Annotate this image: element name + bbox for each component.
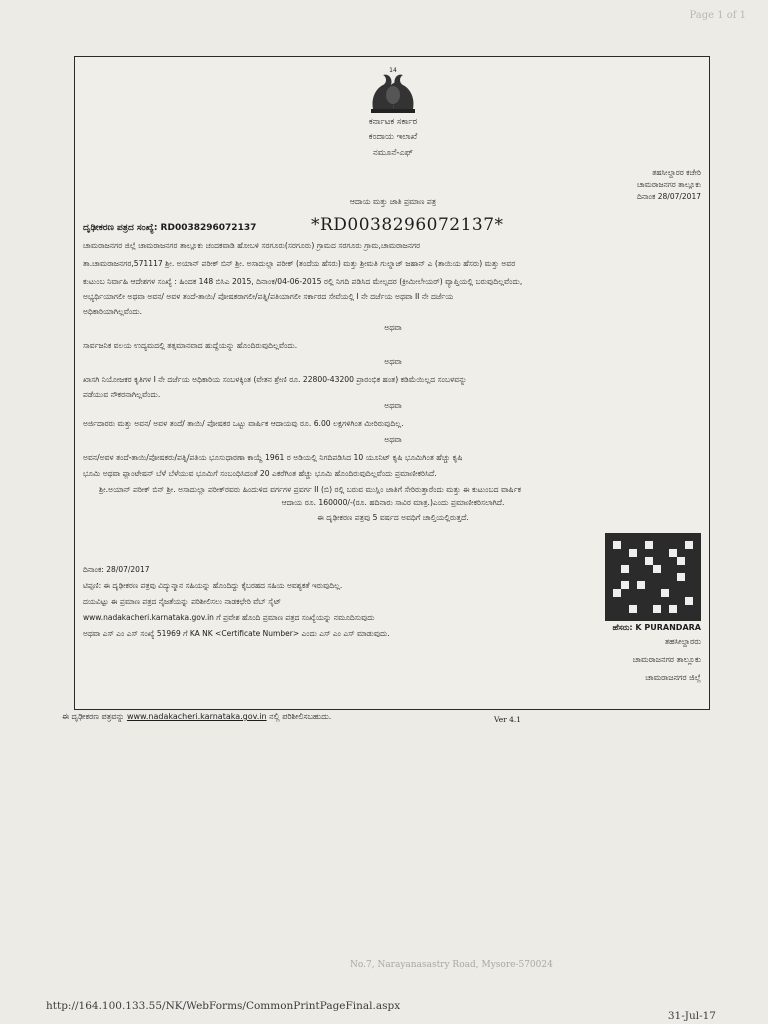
note-line2: ದಯವಿಟ್ಟು ಈ ಪ್ರಮಾಣ ಪತ್ರದ ನೈಜತೆಯನ್ನು ಪರಿಶೀಲಿಸಲು ನಾಡಕಛೇರಿ ವೆಬ್ ಸೈಟ್ [83, 597, 282, 606]
signatory-district: ಚಾಮರಾಜನಗರ ಜಿಲ್ಲೆ [645, 673, 701, 682]
office-date: ದಿನಾಂಕ 28/07/2017 [637, 192, 701, 201]
body-p1-line2: ತಾ.ಚಾಮರಾಜನಗರ,571117 ಶ್ರೀ. ಅಯಾನ್ ಪರೀಕ್ ಬಿನ್ ಶ್ರೀ. ಅಸಾದುಲ್ಲಾ ಪರೀಕ್ (ತಂದೆಯ ಹೆಸರು) ಮತ್ತು ಶ್ರೀಮತಿ ಗುಲ್ನಾಜ್ ಜಹಾನ್ ಎ (ತಾಯಿಯ ಹೆಸರು) ಮತ್ತು ಅವರ [83, 259, 516, 268]
footer-text-pre: ಈ ದೃಢೀಕರಣ ಪತ್ರವನ್ನು [62, 712, 125, 721]
body-p2: ಸಾರ್ವಜನಿಕ ವಲಯ ಉದ್ಯಮದಲ್ಲಿ ತತ್ಸಮಾನವಾದ ಹುದ್ದೆಯನ್ನು ಹೊಂದಿರುವುದಿಲ್ಲವೆಂದು. [83, 341, 298, 350]
body-p1-line1: ಚಾಮರಾಜನಗರ ಜಿಲ್ಲೆ ಚಾಮರಾಜನಗರ ತಾಲ್ಲೂಕು ಚಂದಕವಾಡಿ ಹೋಬಳಿ ಸರಗೂರು(ಸರಗೂರು) ಗ್ರಾಮದ ಸರಗೂರು ಗ್ರಾಮ,ಚಾಮರಾಜನಗರ [83, 241, 421, 250]
body-p5-line2: ಭೂಮಿ ಅಥವಾ ಪ್ಲಾಂಟೇಷನ್ ಬೆಳೆ ಬೆಳೆಯುವ ಭೂಮಿಗೆ ಸಂಬಂಧಿಸಿದಂತೆ 20 ಎಕರೆಗಿಂತ ಹೆಚ್ಚು ಭೂಮಿ ಹೊಂದಿರುವುದಿಲ್ಲವೆಂದು ಪ್ರಮಾಣೀಕರಿಸಿದೆ. [83, 469, 437, 478]
office-line2: ಚಾಮರಾಜನಗರ ತಾಲ್ಲೂಕು [636, 180, 701, 189]
certificate-number-label: ದೃಢೀಕರಣ ಪತ್ರದ ಸಂಖ್ಯೆ: RD0038296072137 [83, 223, 257, 233]
certificate-number-big: *RD0038296072137* [311, 215, 504, 235]
signatory-taluk: ಚಾಮರಾಜನಗರ ತಾಲ್ಲೂಕು [632, 655, 701, 664]
body-p1-line4: ಅಭ್ಯರ್ಥಿಯಾಗಲೀ ಅಥವಾ ಅವನ/ ಅವಳ ತಂದೆ-ತಾಯಿ/ ಪೋಷಕರಾಗಲೀ/ಪತ್ನಿ/ಪತಿಯಾಗಲೀ ಸರ್ಕಾರದ ಸೇವೆಯಲ್ಲಿ I ನೇ ದರ್ಜೆಯ ಅಥವಾ II ನೇ ದರ್ಜೆಯ [83, 292, 454, 301]
qr-code-icon [605, 533, 701, 621]
issue-date: ದಿನಾಂಕ: 28/07/2017 [83, 565, 150, 574]
body-p3-line2: ಪಡೆಯುವ ನೌಕರನಾಗಿಲ್ಲವೆಂದು. [83, 390, 161, 399]
govt-title: ಕರ್ನಾಟಕ ಸರ್ಕಾರ [368, 117, 418, 127]
body-p3-line1: ಖಾಸಗಿ ನಿಯೋಜಕರ ಕೃತಿಗಳ I ನೇ ದರ್ಜೆಯ ಅಧಿಕಾರಿಯ ಸಂಬಳಕ್ಕಿಂತ (ವೇತನ ಶ್ರೇಣಿ ರೂ. 22800-43200 ಪ್ರಾರಂಭಿಕ ಹಂತ) ಕಡಿಮೆಯಿಲ್ಲದ ಸಂಬಳವನ್ನು [83, 375, 467, 384]
print-date: 31-Jul-17 [667, 1010, 716, 1022]
certificate-frame [74, 56, 710, 710]
print-url: http://164.100.133.55/NK/WebForms/CommonPrintPageFinal.aspx [46, 1000, 401, 1012]
note-line4: ಅಥವಾ ಎಸ್ ಎಂ ಎಸ್ ಸಂಖ್ಯೆ 51969 ಗೆ KA NK <Certificate Number> ಎಂದು ಎಸ್ ಎಂ ಎಸ್ ಮಾಡುವುದು. [83, 629, 390, 638]
body-p1-line5: ಅಧಿಕಾರಿಯಾಗಿಲ್ಲವೆಂದು. [83, 307, 143, 316]
office-line1: ತಹಸೀಲ್ದಾರರ ಕಚೇರಿ [652, 168, 701, 177]
body-p5-line1: ಅವನ/ಅವಳ ತಂದೆ-ತಾಯಿ/ಪೋಷಕರು/ಪತ್ನಿ/ಪತಿಯ ಭೂಸುಧಾರಣಾ ಕಾಯ್ದೆ 1961 ರ ಅಡಿಯಲ್ಲಿ ನಿಗದಿಪಡಿಸಿದ 10 ಯೂನಿಟ್ ಕೃಷಿ ಭೂಮಿಗಿಂತ ಹೆಚ್ಚು ಕೃಷಿ [83, 453, 463, 462]
certificate-title: ಆದಾಯ ಮತ್ತು ಜಾತಿ ಪ್ರಮಾಣ ಪತ್ರ [349, 197, 437, 206]
dept-title: ಕಂದಾಯ ಇಲಾಖೆ [368, 132, 418, 142]
note-line3: www.nadakacheri.karnataka.gov.in ಗೆ ಪ್ರವೇಶ ಹೊಂದಿ ಪ್ರಮಾಣ ಪತ್ರದ ಸಂಖ್ಯೆಯನ್ನು ನಮೂದಿಸುವುದು [83, 613, 375, 622]
state-emblem-icon [365, 65, 421, 115]
or-divider: ಅಥವಾ [384, 401, 402, 410]
form-title: ನಮೂನೆ-ಎಫ್ [372, 148, 414, 158]
stamp-address: No.7, Narayanasastry Road, Mysore-570024 [350, 960, 553, 970]
verification-footer [62, 712, 331, 722]
note-line1: ಟಿಪ್ಪಣಿ: ಈ ದೃಢೀಕರಣ ಪತ್ರವು ವಿದ್ಯುನ್ಮಾನ ಸಹಿಯನ್ನು ಹೊಂದಿದ್ದು ಕೈಬರಹದ ಸಹಿಯ ಅವಶ್ಯಕತೆ ಇರುವುದಿಲ್ಲ. [83, 581, 343, 590]
body-p6-line1: ಶ್ರೀ.ಅಯಾನ್ ಪರೀಕ್ ಬಿನ್ ಶ್ರೀ. ಅಸಾದುಲ್ಲಾ ಪರೀಕ್‌ರವರು ಹಿಂದುಳಿದ ವರ್ಗಗಳ ಪ್ರವರ್ಗ II (ಬಿ) ರಲ್ಲಿ ಬರುವ ಮುಸ್ಲಿಂ ಜಾತಿಗೆ ಸೇರಿರುತ್ತಾರೆಂದು ಮತ್ತು ಈ ಕುಟುಂಬದ ವಾರ್ಷಿಕ [99, 485, 522, 494]
body-p6-line3: ಈ ದೃಢೀಕರಣ ಪತ್ರವು 5 ವರ್ಷದ ಅವಧಿಗೆ ಚಾಲ್ತಿಯಲ್ಲಿರುತ್ತದೆ. [317, 513, 469, 522]
body-p4: ಅರ್ಜಿದಾರರು ಮತ್ತು ಅವನ/ ಅವಳ ತಂದೆ/ ತಾಯಿ/ ಪೋಷಕರ ಒಟ್ಟು ವಾರ್ಷಿಕ ಆದಾಯವು ರೂ. 6.00 ಲಕ್ಷಗಳಿಗಿಂತ ಮೀರಿರುವುದಿಲ್ಲ. [83, 419, 404, 428]
body-p6-line2: ಆದಾಯ ರೂ. 160000/-(ರೂ. ಹದಿನಾರು ಸಾವಿರ ಮಾತ್ರ.)ಎಂದು ಪ್ರಮಾಣೀಕರಿಸಲಾಗಿದೆ. [281, 498, 505, 507]
emblem-top-text: 14 [389, 67, 397, 74]
signature-block [613, 621, 701, 685]
or-divider: ಅಥವಾ [384, 435, 402, 444]
page-number: Page 1 of 1 [689, 10, 746, 21]
or-divider: ಅಥವಾ [384, 357, 402, 366]
signatory-designation: ತಹಸೀಲ್ದಾರರು [664, 637, 701, 646]
signatory-name: ಹೆಸರು: K PURANDARA [612, 623, 701, 632]
footer-text-post: ನಲ್ಲಿ ಪರಿಶೀಲಿಸಬಹುದು. [269, 712, 332, 721]
body-p1-line3: ಕುಟುಂಬ ನಿರ್ವಾಹಿ ಆದೇಶಗಳ ಸಂಖ್ಯೆ : ಹಿಂದಕ 148 ಬಿಸಿಎ 2015, ದಿನಾಂಕ/04-06-2015 ರಲ್ಲಿ ನಿಗದಿ ಪಡಿಸಿದ ಮೇಲ್ಪದರ (ಕ್ರೀಮೀಲೇಯರ್) ವ್ಯಾಪ್ತಿಯಲ್ಲಿ ಬರುವುದಿಲ್ಲವೆಂದು, [83, 277, 523, 286]
verification-link[interactable]: www.nadakacheri.karnataka.gov.in [126, 712, 267, 721]
version-label: Ver 4.1 [494, 715, 522, 724]
or-divider: ಅಥವಾ [384, 323, 402, 332]
